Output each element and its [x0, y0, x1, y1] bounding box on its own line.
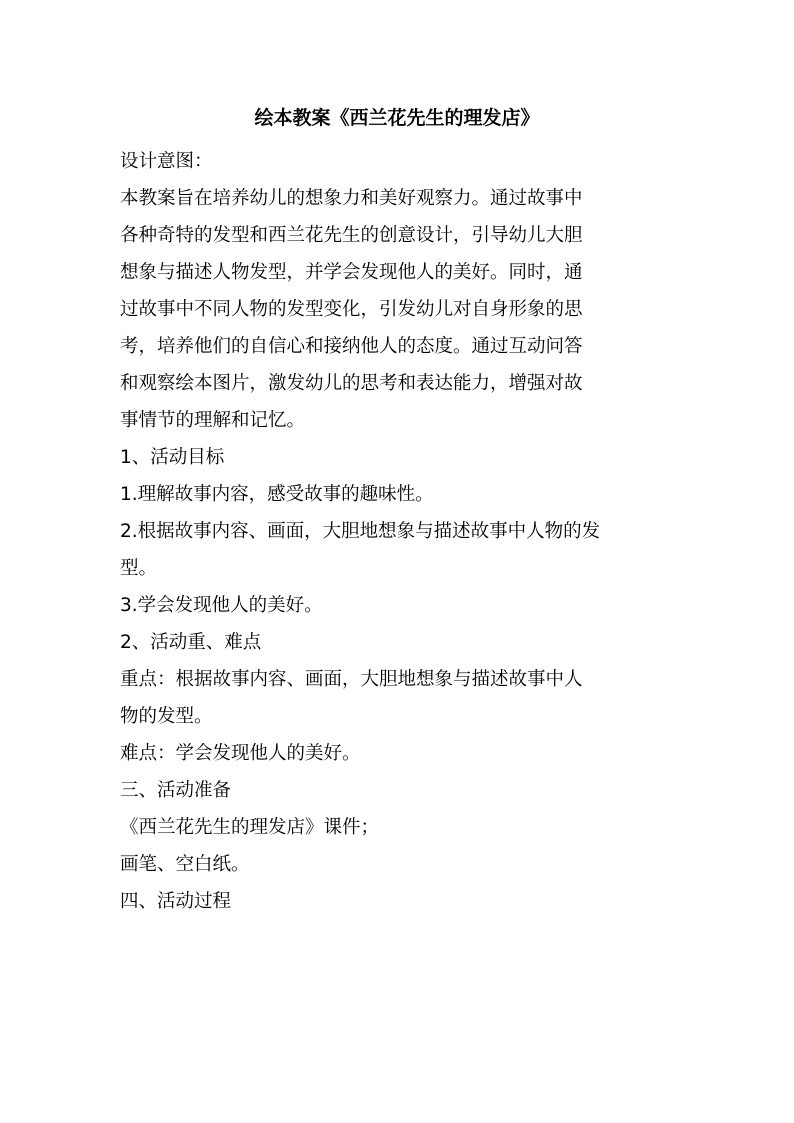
key-point-line: 重点：根据故事内容、画面，大胆地想象与描述故事中人 [120, 669, 583, 690]
section-heading-design-intent: 设计意图： [120, 151, 213, 172]
list-item: 2.根据故事内容、画面，大胆地想象与描述故事中人物的发 [120, 521, 601, 542]
paragraph-line: 和观察绘本图片，激发幼儿的思考和表达能力，增强对故 [120, 373, 583, 394]
paragraph-line: 过故事中不同人物的发型变化，引发幼儿对自身形象的思 [120, 299, 583, 320]
document-body [120, 143, 680, 920]
list-item: 1.理解故事内容，感受故事的趣味性。 [120, 484, 434, 505]
paragraph-line: 本教案旨在培养幼儿的想象力和美好观察力。通过故事中 [120, 188, 583, 209]
paragraph-line: 各种奇特的发型和西兰花先生的创意设计，引导幼儿大胆 [120, 225, 583, 246]
list-item-continuation: 型。 [120, 558, 158, 579]
key-point-continuation: 物的发型。 [120, 706, 213, 727]
section-heading-key-points: 2、活动重、难点 [120, 632, 262, 653]
section-heading-preparation: 三、活动准备 [120, 780, 232, 801]
paragraph-line: 考，培养他们的自信心和接纳他人的态度。通过互动问答 [120, 336, 583, 357]
list-item: 3.学会发现他人的美好。 [120, 595, 323, 616]
paragraph-line: 事情节的理解和记忆。 [120, 410, 306, 431]
difficulty-line: 难点：学会发现他人的美好。 [120, 743, 361, 764]
preparation-item: 画笔、空白纸。 [120, 854, 250, 875]
preparation-item: 《西兰花先生的理发店》课件； [120, 817, 380, 838]
paragraph-line: 想象与描述人物发型，并学会发现他人的美好。同时，通 [120, 262, 583, 283]
document-title: 绘本教案《西兰花先生的理发店》 [254, 107, 540, 129]
section-heading-process: 四、活动过程 [120, 891, 232, 912]
section-heading-activity-goals: 1、活动目标 [120, 447, 225, 468]
